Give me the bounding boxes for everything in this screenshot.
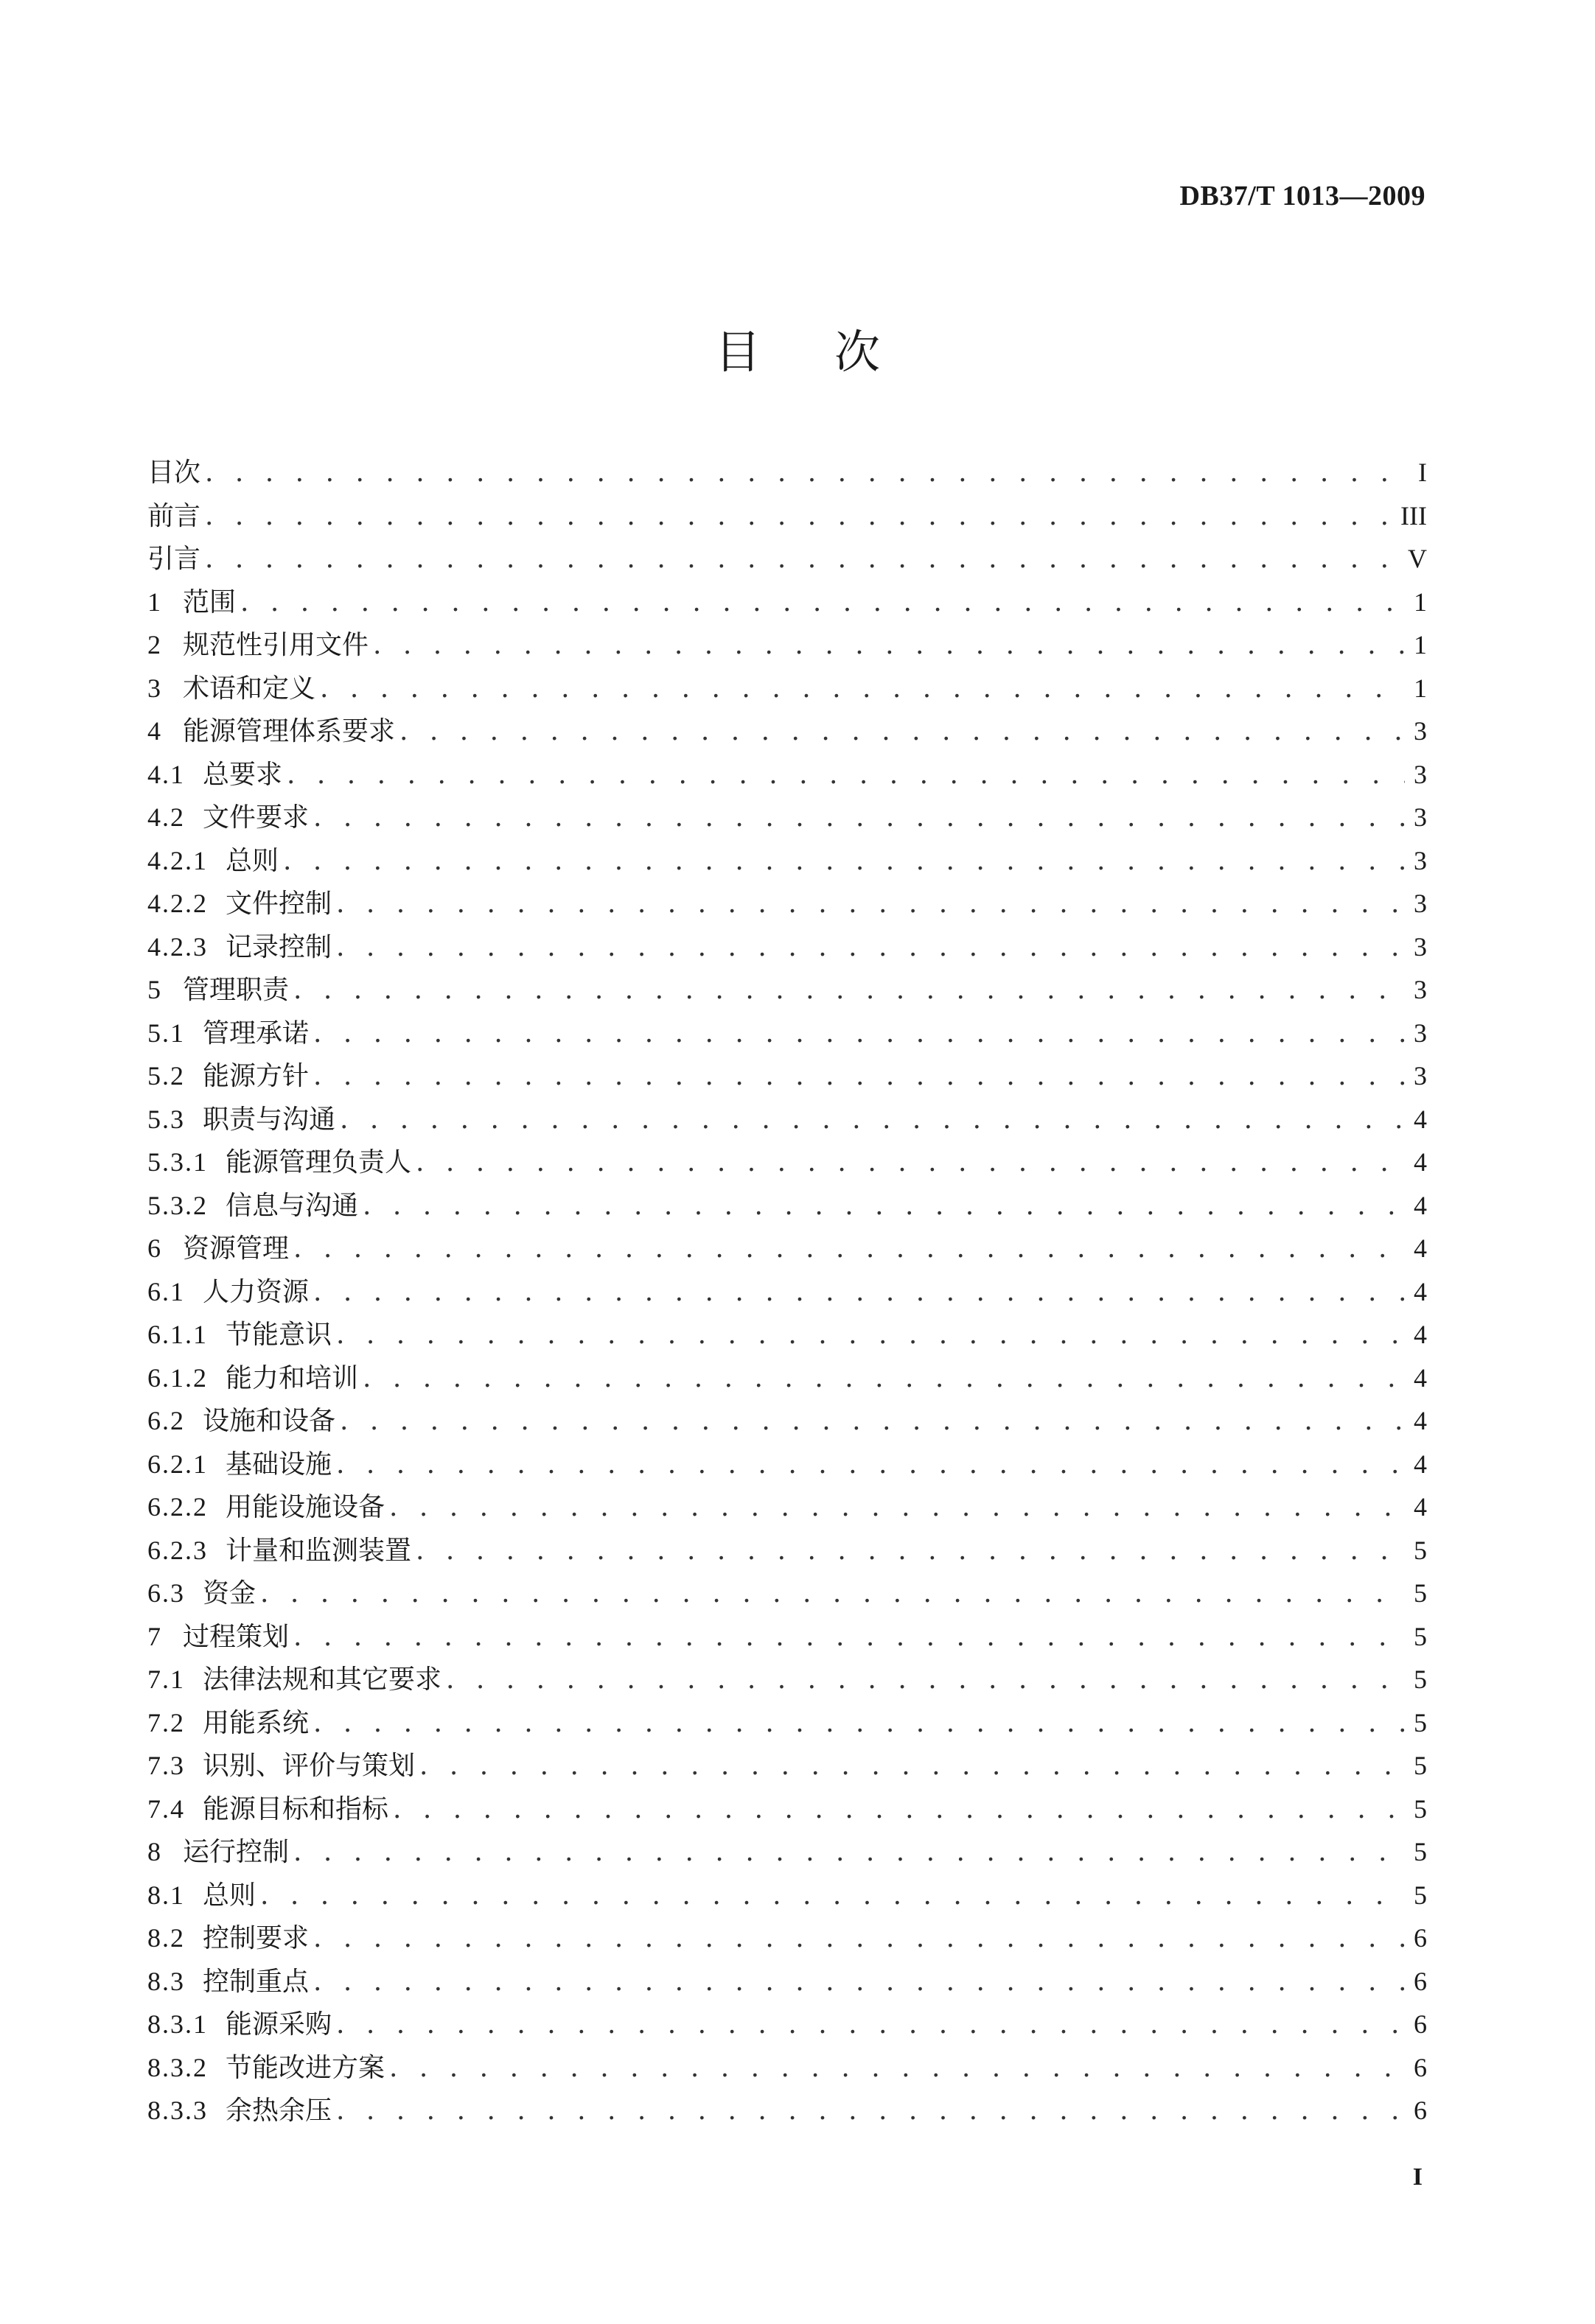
toc-entry-number: 7.3: [147, 1751, 185, 1780]
toc-entry-title: 记录控制: [226, 931, 332, 962]
toc-entry-page: 3: [1414, 802, 1427, 832]
toc-entry-number: 5.2: [147, 1061, 185, 1091]
toc-entry-title: 总则: [203, 1880, 256, 1911]
toc-entry-page: 1: [1414, 630, 1427, 659]
toc-entry-page: 3: [1414, 931, 1427, 962]
toc-entry-title: 识别、评价与策划: [203, 1751, 416, 1781]
toc-entry[interactable]: [147, 537, 1427, 581]
toc-entry-number: 6.1.1: [147, 1320, 208, 1349]
toc-entry-page: 4: [1414, 1492, 1427, 1522]
toc-entry-number: 6.2: [147, 1406, 185, 1435]
toc-entry[interactable]: [147, 1701, 1427, 1745]
toc-entry-number: 4.2: [147, 802, 185, 832]
toc-entry-number: 6.1: [147, 1276, 185, 1306]
toc-entry-page: 4: [1414, 1320, 1427, 1349]
toc-entry-title: 资源管理: [183, 1233, 290, 1264]
dot-leader: [260, 1572, 1405, 1616]
toc-entry-page: 4: [1414, 1233, 1427, 1263]
toc-entry-page: 5: [1414, 1880, 1427, 1910]
toc-entry-page: 5: [1414, 1751, 1427, 1780]
dot-leader: [313, 1271, 1405, 1315]
toc-entry-number: 6.2.3: [147, 1535, 208, 1565]
toc-entry-number: 4.2.1: [147, 845, 208, 875]
toc-entry-number: 4.2.2: [147, 889, 208, 918]
dot-leader: [446, 1659, 1405, 1702]
toc-entry-page: 5: [1414, 1665, 1427, 1694]
dot-leader: [340, 1400, 1405, 1443]
toc-entry-page: 5: [1414, 1707, 1427, 1737]
toc-entry[interactable]: [147, 494, 1427, 538]
toc-entry-title: 能源管理负责人: [226, 1147, 412, 1177]
toc-entry[interactable]: [147, 753, 1427, 797]
dot-leader: [313, 797, 1405, 840]
toc-entry-page: 6: [1414, 2096, 1427, 2125]
toc-entry[interactable]: [147, 1615, 1427, 1659]
dot-leader: [293, 1228, 1405, 1271]
toc-entry-title: 计量和监测装置: [226, 1535, 412, 1566]
toc-entry-page: 3: [1414, 1018, 1427, 1048]
toc-entry-page: 3: [1414, 975, 1427, 1004]
toc-entry-title: 总则: [226, 845, 279, 876]
toc-entry-title: 控制要求: [203, 1923, 310, 1953]
toc-entry[interactable]: [147, 2046, 1427, 2090]
toc-entry-title: 前言: [147, 500, 201, 531]
dot-leader: [205, 538, 1403, 581]
toc-entry[interactable]: [147, 1917, 1427, 1960]
toc-entry[interactable]: [147, 2089, 1427, 2132]
dot-leader: [373, 624, 1405, 668]
toc-entry[interactable]: [147, 839, 1427, 883]
toc-entry[interactable]: [147, 1184, 1427, 1228]
toc-entry-page: 3: [1414, 716, 1427, 746]
toc-entry-title: 总要求: [203, 759, 283, 790]
toc-entry-title: 目次: [147, 458, 201, 488]
toc-entry-number: 8.3.1: [147, 2009, 208, 2039]
dot-leader: [293, 1616, 1405, 1659]
toc-entry-page: 1: [1414, 587, 1427, 617]
toc-entry[interactable]: [147, 581, 1427, 624]
toc-entry[interactable]: [147, 623, 1427, 667]
toc-entry-title: 文件控制: [226, 889, 332, 919]
toc-entry-page: 3: [1414, 1061, 1427, 1091]
toc-entry[interactable]: [147, 1658, 1427, 1701]
dot-leader: [336, 926, 1405, 970]
toc-entry[interactable]: [147, 1399, 1427, 1443]
dot-leader: [416, 1530, 1405, 1573]
toc-entry-page: V: [1408, 544, 1427, 573]
toc-entry[interactable]: [147, 1529, 1427, 1572]
dot-leader: [393, 1788, 1405, 1832]
dot-leader: [336, 1443, 1405, 1487]
dot-leader: [389, 2047, 1405, 2090]
toc-entry[interactable]: [147, 1270, 1427, 1314]
dot-leader: [205, 495, 1396, 539]
dot-leader: [293, 969, 1405, 1012]
toc-entry-page: I: [1418, 458, 1427, 487]
dot-leader: [313, 1961, 1405, 2004]
toc-entry-number: 8.3.2: [147, 2052, 208, 2082]
toc-entry-number: 2: [147, 630, 162, 659]
toc-entry-title: 资金: [203, 1578, 256, 1609]
toc-entry-page: 1: [1414, 673, 1427, 703]
toc-entry-number: 5.3.2: [147, 1190, 208, 1220]
toc-entry-page: 4: [1414, 1190, 1427, 1220]
dot-leader: [283, 840, 1405, 883]
table-of-contents: [147, 451, 1427, 2132]
toc-entry-title: 能源目标和指标: [203, 1793, 389, 1824]
toc-entry[interactable]: [147, 1443, 1427, 1486]
toc-entry[interactable]: [147, 710, 1427, 753]
toc-entry[interactable]: [147, 667, 1427, 710]
toc-entry-title: 基础设施: [226, 1449, 332, 1480]
toc-entry-page: 6: [1414, 1966, 1427, 1996]
toc-entry-page: III: [1400, 500, 1427, 531]
page-title: 目次: [714, 325, 954, 379]
toc-entry-page: 5: [1414, 1837, 1427, 1866]
toc-entry[interactable]: [147, 1572, 1427, 1615]
toc-entry-page: 4: [1414, 1406, 1427, 1435]
toc-entry-number: 5.1: [147, 1018, 185, 1048]
toc-entry[interactable]: [147, 1960, 1427, 2003]
toc-entry-title: 文件要求: [203, 802, 310, 833]
toc-entry-page: 3: [1414, 759, 1427, 789]
toc-entry[interactable]: [147, 1357, 1427, 1400]
toc-entry-title: 法律法规和其它要求: [203, 1665, 442, 1695]
dot-leader: [336, 1314, 1405, 1357]
toc-entry-title: 余热余压: [226, 2096, 332, 2126]
toc-entry-title: 职责与沟通: [203, 1104, 336, 1135]
dot-leader: [363, 1185, 1405, 1228]
toc-entry-page: 5: [1414, 1535, 1427, 1565]
toc-entry[interactable]: [147, 2003, 1427, 2046]
toc-entry-title: 信息与沟通: [226, 1190, 359, 1221]
toc-entry-number: 6.2.2: [147, 1492, 208, 1522]
toc-entry-number: 4.2.3: [147, 931, 208, 962]
dot-leader: [340, 1099, 1405, 1142]
toc-entry-page: 5: [1414, 1578, 1427, 1608]
toc-entry-number: 7.4: [147, 1793, 185, 1824]
toc-entry-number: 1: [147, 587, 162, 617]
dot-leader: [313, 1917, 1405, 1961]
toc-entry-number: 6.3: [147, 1578, 185, 1608]
toc-entry-title: 能源采购: [226, 2009, 332, 2040]
toc-entry-number: 8: [147, 1837, 162, 1866]
toc-entry-number: 6: [147, 1233, 162, 1263]
toc-entry-page: 3: [1414, 845, 1427, 875]
toc-entry-number: 5.3: [147, 1104, 185, 1134]
toc-entry-page: 4: [1414, 1276, 1427, 1306]
toc-entry[interactable]: [147, 1098, 1427, 1141]
toc-entry-title: 控制重点: [203, 1966, 310, 1997]
toc-entry[interactable]: [147, 451, 1427, 494]
toc-entry-number: 4.1: [147, 759, 185, 789]
toc-entry[interactable]: [147, 968, 1427, 1012]
toc-entry-title: 能源方针: [203, 1061, 310, 1091]
toc-entry[interactable]: [147, 882, 1427, 925]
toc-entry-number: 8.3: [147, 1966, 185, 1996]
toc-entry-title: 设施和设备: [203, 1406, 336, 1436]
dot-leader: [260, 1875, 1405, 1918]
dot-leader: [313, 1012, 1405, 1056]
dot-leader: [336, 2003, 1405, 2047]
dot-leader: [320, 668, 1405, 711]
toc-entry-title: 过程策划: [183, 1621, 290, 1652]
toc-entry-page: 4: [1414, 1362, 1427, 1393]
toc-entry-number: 8.3.3: [147, 2096, 208, 2125]
toc-entry-title: 人力资源: [203, 1276, 310, 1307]
toc-entry-number: 5: [147, 975, 162, 1004]
toc-entry-page: 6: [1414, 2052, 1427, 2082]
dot-leader: [363, 1357, 1405, 1401]
toc-entry-title: 用能设施设备: [226, 1492, 385, 1522]
page-number: I: [1412, 2163, 1423, 2191]
toc-entry-page: 4: [1414, 1449, 1427, 1479]
document-code: DB37/T 1013—2009: [1179, 181, 1425, 211]
dot-leader: [399, 710, 1405, 754]
toc-entry-title: 能力和培训: [226, 1362, 359, 1393]
dot-leader: [336, 2090, 1405, 2133]
toc-entry-page: 6: [1414, 1923, 1427, 1953]
toc-entry-number: 7: [147, 1621, 162, 1651]
toc-entry[interactable]: [147, 1744, 1427, 1788]
toc-entry-number: 4: [147, 716, 162, 746]
toc-entry[interactable]: [147, 796, 1427, 839]
toc-entry[interactable]: [147, 1313, 1427, 1357]
toc-entry-title: 节能意识: [226, 1320, 332, 1350]
toc-entry[interactable]: [147, 1141, 1427, 1184]
dot-leader: [205, 452, 1405, 495]
toc-entry-title: 用能系统: [203, 1707, 310, 1738]
dot-leader: [419, 1745, 1405, 1788]
toc-entry-page: 5: [1414, 1793, 1427, 1824]
toc-entry-title: 规范性引用文件: [183, 630, 369, 660]
dot-leader: [293, 1831, 1405, 1875]
toc-entry[interactable]: [147, 1054, 1427, 1098]
toc-entry-page: 4: [1414, 1104, 1427, 1134]
toc-entry-number: 8.1: [147, 1880, 185, 1910]
toc-entry-number: 5.3.1: [147, 1147, 208, 1177]
toc-entry-page: 4: [1414, 1147, 1427, 1177]
dot-leader: [416, 1141, 1405, 1185]
toc-entry[interactable]: [147, 1227, 1427, 1270]
toc-entry[interactable]: [147, 925, 1427, 969]
toc-entry-title: 能源管理体系要求: [183, 716, 396, 746]
toc-entry-title: 范围: [183, 587, 237, 617]
dot-leader: [336, 883, 1405, 926]
toc-entry-title: 管理承诺: [203, 1018, 310, 1049]
toc-entry[interactable]: [147, 1012, 1427, 1055]
toc-entry-title: 运行控制: [183, 1837, 290, 1867]
toc-entry-number: 7.2: [147, 1707, 185, 1737]
dot-leader: [313, 1055, 1405, 1099]
toc-entry-page: 3: [1414, 889, 1427, 918]
toc-entry-title: 引言: [147, 544, 201, 574]
toc-entry-number: 6.1.2: [147, 1362, 208, 1393]
dot-leader: [287, 754, 1405, 797]
toc-entry[interactable]: [147, 1788, 1427, 1831]
dot-leader: [313, 1702, 1405, 1746]
toc-entry-number: 3: [147, 673, 162, 703]
toc-entry-title: 管理职责: [183, 975, 290, 1005]
toc-entry-page: 6: [1414, 2009, 1427, 2039]
dot-leader: [240, 581, 1405, 625]
toc-entry-title: 术语和定义: [183, 673, 316, 704]
dot-leader: [389, 1486, 1405, 1530]
toc-entry-number: 6.2.1: [147, 1449, 208, 1479]
toc-entry-number: 7.1: [147, 1665, 185, 1694]
toc-entry-title: 节能改进方案: [226, 2052, 385, 2083]
toc-entry[interactable]: [147, 1830, 1427, 1874]
toc-entry[interactable]: [147, 1485, 1427, 1529]
toc-entry-page: 5: [1414, 1621, 1427, 1651]
toc-entry-number: 8.2: [147, 1923, 185, 1953]
toc-entry[interactable]: [147, 1874, 1427, 1917]
